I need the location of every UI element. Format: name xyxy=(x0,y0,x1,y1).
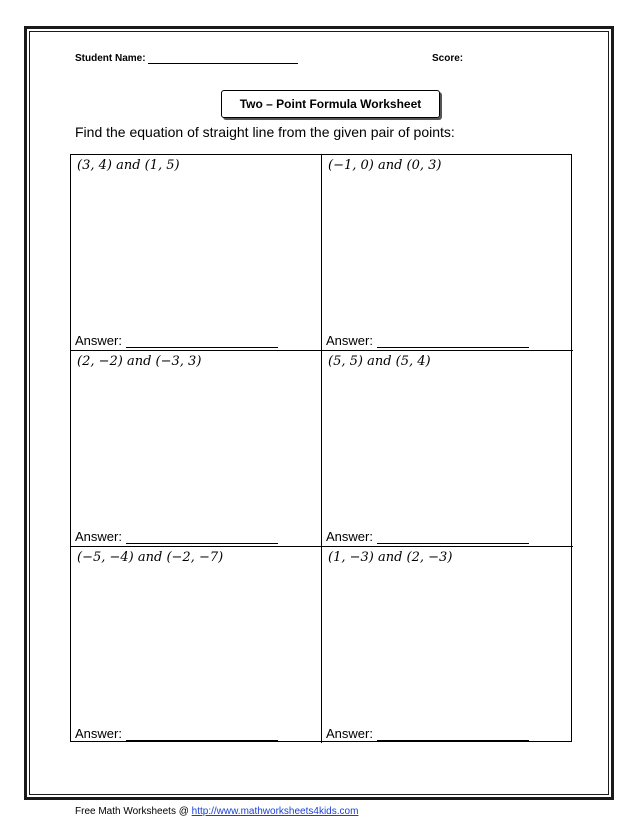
answer-row xyxy=(75,333,278,348)
problem-points: (−1, 0) and (0, 3) xyxy=(328,158,442,173)
problem-points: (1, −3) and (2, −3) xyxy=(328,550,453,565)
answer-blank[interactable] xyxy=(377,334,529,348)
answer-label: Answer: xyxy=(326,333,373,348)
answer-label: Answer: xyxy=(75,529,122,544)
answer-blank[interactable] xyxy=(377,530,529,544)
problem-points: (3, 4) and (1, 5) xyxy=(77,158,180,173)
answer-row xyxy=(326,333,529,348)
answer-row xyxy=(75,726,278,741)
problem-points: (5, 5) and (5, 4) xyxy=(328,354,431,369)
problem-cell-3 xyxy=(71,351,322,547)
footer-link[interactable]: http://www.mathworksheets4kids.com xyxy=(191,806,359,817)
answer-blank[interactable] xyxy=(126,334,278,348)
footer xyxy=(75,806,358,817)
answer-row xyxy=(326,726,529,741)
answer-label: Answer: xyxy=(326,529,373,544)
score-label: Score: xyxy=(432,53,464,64)
problem-points: (2, −2) and (−3, 3) xyxy=(77,354,202,369)
instruction-text: Find the equation of straight line from the given pair of points: xyxy=(75,124,455,140)
problem-cell-5 xyxy=(71,547,322,743)
problem-cell-1 xyxy=(71,155,322,351)
problem-cell-2 xyxy=(322,155,573,351)
score-field xyxy=(432,53,463,64)
answer-label: Answer: xyxy=(75,726,122,741)
student-name-field xyxy=(75,53,298,64)
answer-row xyxy=(326,529,529,544)
answer-blank[interactable] xyxy=(126,727,278,741)
problem-points: (−5, −4) and (−2, −7) xyxy=(77,550,224,565)
student-name-label: Student Name: xyxy=(75,53,146,64)
footer-text: Free Math Worksheets @ xyxy=(75,806,192,817)
problem-grid xyxy=(70,154,572,742)
answer-blank[interactable] xyxy=(377,727,529,741)
answer-blank[interactable] xyxy=(126,530,278,544)
answer-row xyxy=(75,529,278,544)
problem-cell-6 xyxy=(322,547,573,743)
worksheet-title: Two – Point Formula Worksheet xyxy=(221,90,440,118)
answer-label: Answer: xyxy=(326,726,373,741)
student-name-blank[interactable] xyxy=(148,53,298,64)
answer-label: Answer: xyxy=(75,333,122,348)
problem-cell-4 xyxy=(322,351,573,547)
